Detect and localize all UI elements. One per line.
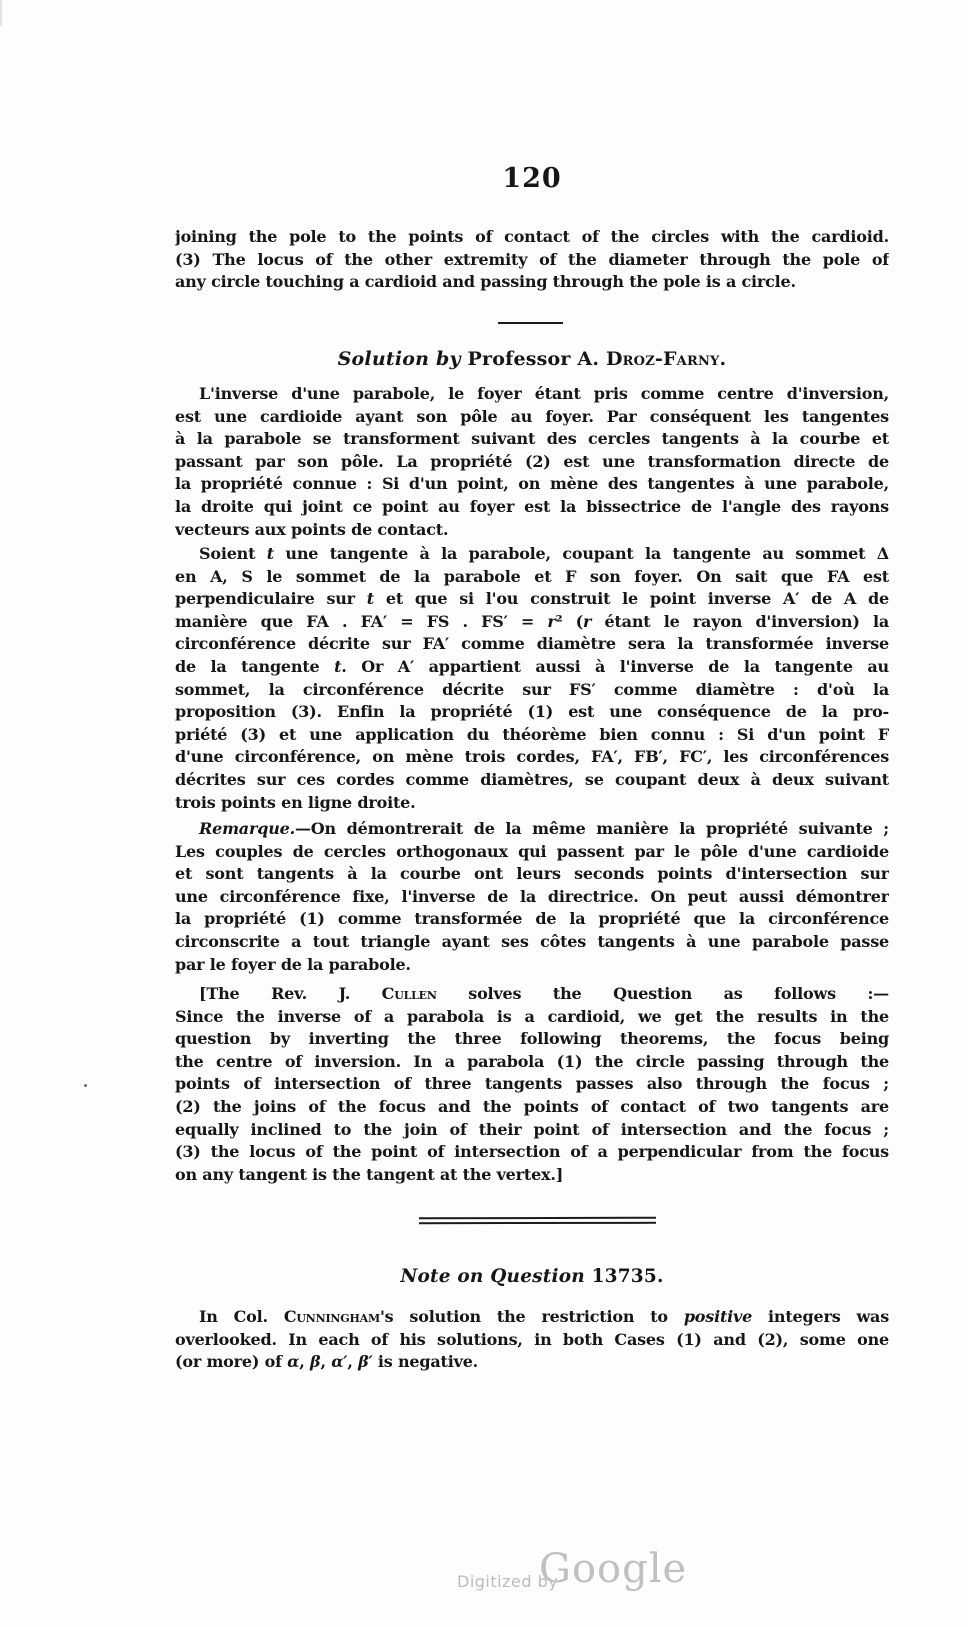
text-line: the centre of inversion. In a parabola (1) the circle passing through the bbox=[175, 1051, 889, 1071]
text-line: proposition (3). Enfin la propriété (1) est une conséquence de la pro- bbox=[175, 702, 889, 722]
text-line: une circonférence fixe, l'inverse de la directrice. On peut aussi démontrer bbox=[175, 886, 889, 906]
text-line: Remarque.—On démontrerait de la même manière la propriété suivante ; bbox=[199, 819, 889, 838]
text-line: la propriété (1) comme transformée de la propriété que la circonférence bbox=[175, 909, 889, 929]
google-logo: Google bbox=[539, 1546, 688, 1592]
page-number: 120 bbox=[502, 163, 562, 194]
cullen-paragraph bbox=[175, 983, 889, 1186]
double-divider-rule bbox=[419, 1217, 656, 1224]
watermark-prefix-label: Digitized by bbox=[457, 1572, 559, 1591]
text-line: (3) the locus of the point of intersection of a perpendicular from the focus bbox=[175, 1142, 889, 1162]
text-line: question by inverting the three following theorems, the focus being bbox=[175, 1029, 889, 1049]
text-line: circonférence décrite sur FA′ comme diamètre sera la transformée inverse bbox=[175, 634, 889, 654]
text-line: L'inverse d'une parabole, le foyer étant pris comme centre d'inversion, bbox=[199, 384, 889, 403]
text-line: Les couples de cercles orthogonaux qui passent par le pôle d'une cardioide bbox=[175, 841, 889, 861]
text-line: décrites sur ces cordes comme diamètres, se coupant deux à deux suivant bbox=[175, 769, 889, 789]
text-line: [The Rev. J. Cullen solves the Question as follows :— bbox=[199, 984, 889, 1003]
text-line: manière que FA . FA′ = FS . FS′ = r² (r étant le rayon d'inversion) la bbox=[175, 611, 889, 631]
google-watermark bbox=[0, 1546, 968, 1612]
text-line: d'une circonférence, on mène trois cordes, FA′, FB′, FC′, les circonférences bbox=[175, 747, 889, 767]
scan-edge-artifact bbox=[0, 0, 2, 26]
text-line: perpendiculaire sur t et que si l'ou construit le point inverse A′ de A de bbox=[175, 589, 889, 609]
text-line: Since the inverse of a parabola is a cardioid, we get the results in the bbox=[175, 1006, 889, 1026]
text-line: est une cardioide ayant son pôle au foyer. Par conséquent les tangentes bbox=[175, 406, 889, 426]
text-line: circonscrite a tout triangle ayant ses côtes tangents à une parabole passe bbox=[175, 931, 889, 951]
text-line: (2) the joins of the focus and the points of contact of two tangents are bbox=[175, 1096, 889, 1116]
text-line: any circle touching a cardioid and passing through the pole is a circle. bbox=[175, 272, 796, 292]
solution-paragraph-french-2 bbox=[175, 543, 889, 814]
intro-paragraph bbox=[175, 226, 889, 294]
text-line: (or more) of α, β, α′, β′ is negative. bbox=[175, 1352, 479, 1372]
double-rule-bottom-line bbox=[419, 1222, 656, 1224]
text-line: (3) The locus of the other extremity of the diameter through the pole of bbox=[175, 249, 889, 269]
text-line: par le foyer de la parabole. bbox=[175, 954, 411, 974]
text-line: à la parabole se transforment suivant des cercles tangents à la courbe et bbox=[175, 429, 889, 449]
text-line: joining the pole to the points of contact of the circles with the cardioid. bbox=[175, 227, 889, 246]
text-line: sommet, la circonférence décrite sur FS′ comme diamètre : d'où la bbox=[175, 679, 889, 699]
double-rule-top-line bbox=[419, 1217, 656, 1220]
text-line: on any tangent is the tangent at the vertex.] bbox=[175, 1164, 564, 1184]
text-line: equally inclined to the join of their point of intersection and the focus ; bbox=[175, 1119, 889, 1139]
text-line: de la tangente t. Or A′ appartient aussi à l'inverse de la tangente au bbox=[175, 656, 889, 676]
text-line: passant par son pôle. La propriété (2) est une transformation directe de bbox=[175, 451, 889, 471]
section-divider-rule bbox=[498, 322, 563, 324]
note-heading: Note on Question 13735. bbox=[400, 1266, 664, 1287]
text-line: la propriété connue : Si d'un point, on mène des tangentes à une parabole, bbox=[175, 474, 889, 494]
text-line: priété (3) et une application du théorème bien connu : Si d'un point F bbox=[175, 724, 889, 744]
scan-speck-artifact bbox=[84, 1084, 87, 1087]
text-line: points of intersection of three tangents passes also through the focus ; bbox=[175, 1074, 889, 1094]
text-line: In Col. Cunningham's solution the restriction to positive integers was bbox=[199, 1307, 889, 1326]
note-paragraph bbox=[175, 1306, 889, 1374]
text-line: trois points en ligne droite. bbox=[175, 792, 416, 812]
text-line: Soient t une tangente à la parabole, coupant la tangente au sommet Δ bbox=[199, 544, 889, 563]
text-line: et sont tangents à la courbe ont leurs seconds points d'intersection sur bbox=[175, 864, 889, 884]
remark-paragraph bbox=[175, 818, 889, 976]
text-line: la droite qui joint ce point au foyer est la bissectrice de l'angle des rayons bbox=[175, 496, 889, 516]
solution-heading: Solution by Professor A. Droz-Farny. bbox=[337, 348, 727, 370]
text-line: vecteurs aux points de contact. bbox=[175, 519, 449, 539]
text-line: en A, S le sommet de la parabole et F son foyer. On sait que FA est bbox=[175, 566, 889, 586]
text-line: overlooked. In each of his solutions, in both Cases (1) and (2), some one bbox=[175, 1329, 889, 1349]
solution-paragraph-french-1 bbox=[175, 383, 889, 541]
